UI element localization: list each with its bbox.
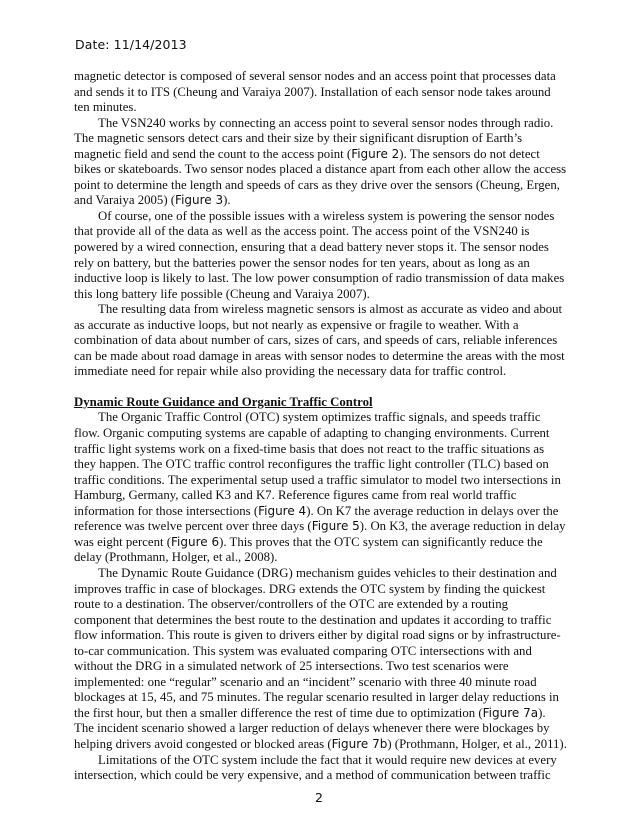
figure-reference: Figure 5 — [311, 519, 360, 534]
paragraph-otc — [74, 410, 568, 565]
figure-reference: Figure 3 — [175, 193, 224, 208]
text-segment: ). This proves that the OTC system can significantly reduce the delay (Prothmann, Holger, et al., 2008). — [74, 534, 543, 565]
figure-reference: Figure 2 — [351, 146, 400, 161]
text-segment: ). On K7 the average reduction in delays over the reference was twelve percent over three days ( — [74, 503, 559, 534]
text-segment: ). The incident scenario showed a larger reduction of delays whenever there were blockages by helping drivers avoid congested or blocked areas ( — [74, 705, 550, 751]
figure-reference: Figure 4 — [258, 503, 307, 518]
figure-reference: Figure 7a — [482, 705, 539, 720]
text-segment: ). The sensors do not detect bikes or skateboards. Two sensor nodes placed a distance apart from each other allow the access point to determine the length and speeds of cars as they drive over the sensors (Cheung, Ergen, and Varaiya 2005) ( — [74, 146, 567, 208]
text-segment: ) (Prothmann, Holger, et al., 2011). — [387, 736, 567, 751]
text-segment: ). — [223, 193, 231, 208]
text-segment: The magnetic sensors detect cars and their size by their significant disruption of Earth’s magnetic field and send the count to the access point ( — [74, 131, 523, 161]
text-segment: The Dynamic Route Guidance (DRG) mechanism guides vehicles to their destination and improves traffic in case of blockages. DRG extends the OTC system by finding the quickest route to a destination. The observer/controllers of the OTC are extended by a routing component that determines the best route to the destination and updates it according to traffic flow information. This route is given to drivers either by digital road signs or by infrastructure-to-car communication. This system was evaluated comparing OTC intersections with and without the DRG in a simulated network of 25 intersections. Two test scenarios were implemented: one “regular” scenario and an “incident” scenario with three 40 minute road blockages at 15, 45, and 75 minutes. The regular scenario resulted in larger delay reductions in the first hour, but then a smaller difference the rest of time due to optimization ( — [74, 565, 561, 720]
paragraph-drg — [74, 566, 568, 753]
figure-reference: Figure 7b — [331, 736, 388, 751]
page-number: 2 — [315, 790, 323, 805]
figure-reference: Figure 6 — [171, 534, 220, 549]
text-segment: ). On K3, the average reduction in delay was eight percent ( — [74, 519, 566, 549]
document-body — [74, 69, 568, 784]
document-date: Date: 11/14/2013 — [75, 37, 187, 52]
paragraph-vsn240: The VSN240 works by connecting an access point to several sensor nodes through radio. — [98, 115, 554, 130]
paragraph-limitations: Limitations of the OTC system include the fact that it would require new devices at every intersection, which could be very expensive, and a method of communication between traffic — [74, 752, 557, 783]
paragraph-powering: Of course, one of the possible issues with a wireless system is powering the sensor nodes that provide all of the data as well as the access point. The access point of the VSN240 is powered by a wired connection, ensuring that a dead battery never stops it. The sensor nodes rely on battery, but the batteries power the sensor nodes for ten years, about as long as an inductive loop is likely to last. The low power consumption of radio transmission of data makes this long battery life possible (Cheung and Varaiya 2007). — [74, 208, 565, 301]
paragraph-resulting-data: The resulting data from wireless magnetic sensors is almost as accurate as video and about as accurate as inductive loops, but not nearly as expensive or fragile to weather. With a combination of data about number of cars, sizes of cars, and speeds of cars, reliable inferences can be made about road damage in areas with sensor nodes to determine the areas with the most immediate need for repair while also providing the necessary data for traffic control. — [74, 302, 565, 379]
paragraph-magnetic-sensors — [74, 131, 568, 209]
paragraph-continuation: magnetic detector is composed of several sensor nodes and an access point that processes data and sends it to ITS (Cheung and Varaiya 2007). Installation of each sensor node takes around ten minutes. — [74, 69, 556, 115]
text-segment: The Organic Traffic Control (OTC) system optimizes traffic signals, and speeds traffic flow. Organic computing systems are capable of adapting to changing environments. Current traffic light systems work on a fixed-time basis that does not react to the traffic situations as they happen. The OTC traffic control reconfigures the traffic light controller (TLC) based on traffic conditions. The experimental setup used a traffic simulator to model two intersections in Hamburg, Germany, called K3 and K7. Reference figures came from real world traffic information for those intersections ( — [74, 410, 561, 518]
section-heading: Dynamic Route Guidance and Organic Traffic Control — [74, 394, 373, 409]
